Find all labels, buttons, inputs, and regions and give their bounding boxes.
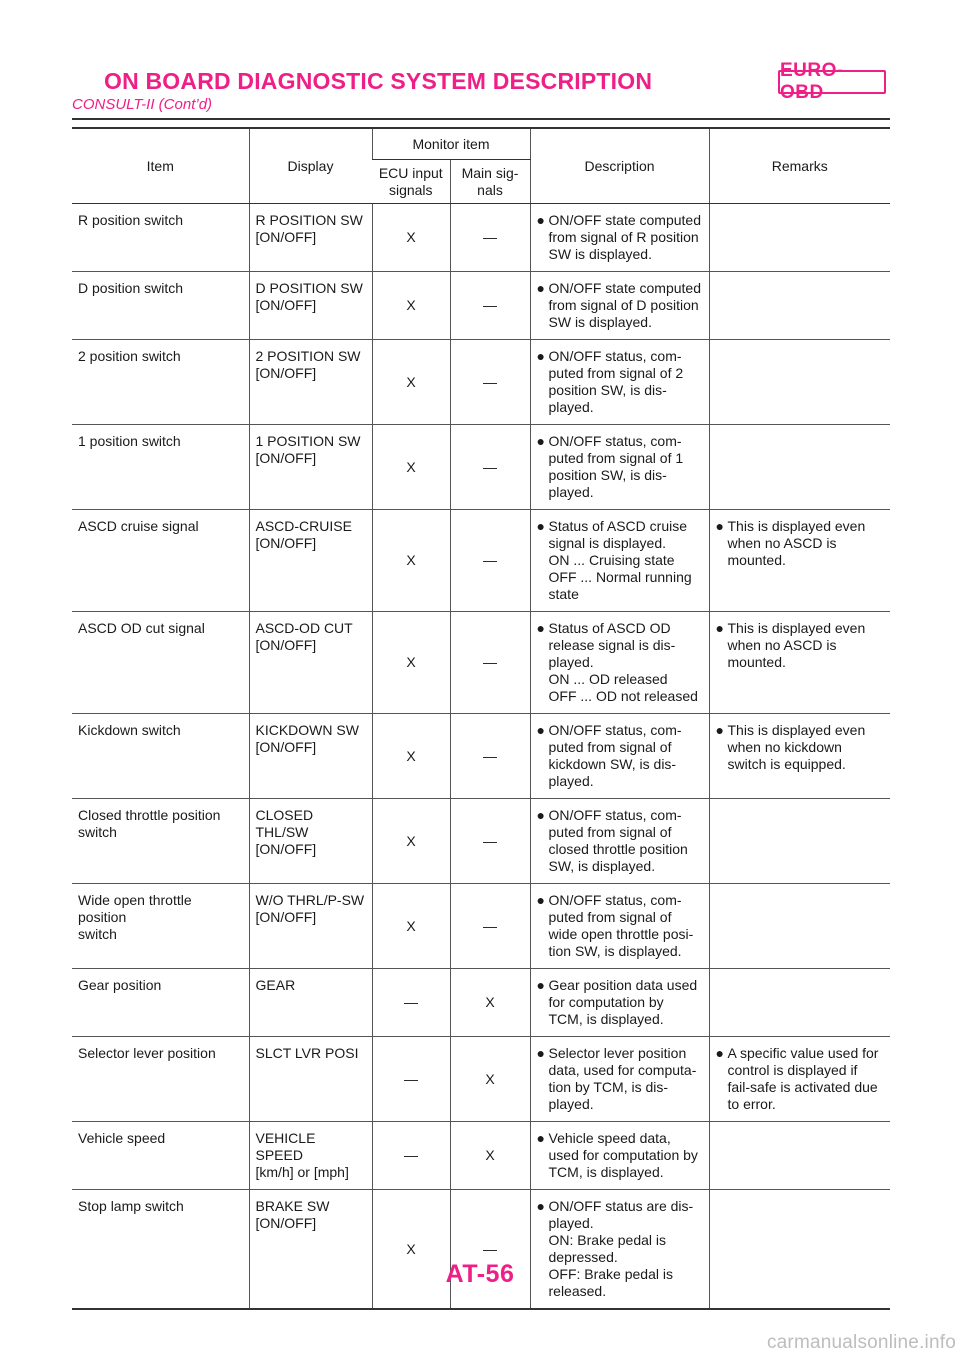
table-row <box>72 204 890 272</box>
description-cell-text: Gear position data used for computation by TCM, is displayed. <box>548 977 698 1027</box>
display-cell: ASCD-CRUISE [ON/OFF] <box>249 510 372 612</box>
col-header-ecu-input: ECU input signals <box>372 160 450 204</box>
item-cell: Vehicle speed <box>78 1130 166 1146</box>
display-cell: 1 POSITION SW [ON/OFF] <box>249 425 372 510</box>
header-divider <box>72 118 890 120</box>
description-cell-text: ON/OFF state computed from signal of R position SW is displayed. <box>548 212 701 262</box>
display-cell: SLCT LVR POSI <box>249 1037 372 1122</box>
description-cell <box>530 884 709 969</box>
main-signal-cell: — <box>450 204 530 272</box>
ecu-input-cell: X <box>372 340 450 425</box>
bullet-icon: ● <box>536 1045 545 1061</box>
watermark-text: carmanualsonline.info <box>766 1332 956 1353</box>
bullet-icon: ● <box>536 212 545 228</box>
description-cell-text: ON/OFF status, com- puted from signal of kickdown SW, is dis- played. <box>548 722 682 789</box>
col-header-description: Description <box>530 128 709 204</box>
bullet-icon: ● <box>536 892 545 908</box>
section-title: ON BOARD DIAGNOSTIC SYSTEM DESCRIPTION <box>104 68 653 94</box>
remarks-cell <box>709 425 890 510</box>
main-signal-cell: — <box>450 1190 530 1310</box>
bullet-item <box>716 620 886 671</box>
ecu-input-cell: X <box>372 714 450 799</box>
bullet-item <box>537 1130 704 1181</box>
remarks-cell-text: A specific value used for control is displayed if fail-safe is activated due to error. <box>727 1045 879 1112</box>
main-signal-cell: — <box>450 510 530 612</box>
main-signal-cell: — <box>450 340 530 425</box>
description-cell-text: Status of ASCD OD release signal is dis- played. ON ... OD released OFF ... OD not released <box>548 620 698 704</box>
description-cell <box>530 204 709 272</box>
col-header-main-signals: Main sig- nals <box>450 160 530 204</box>
ecu-input-cell: X <box>372 204 450 272</box>
description-cell-text: Selector lever position data, used for computa- tion by TCM, is dis- played. <box>548 1045 697 1112</box>
bullet-icon: ● <box>536 1130 545 1146</box>
display-cell: 2 POSITION SW [ON/OFF] <box>249 340 372 425</box>
bullet-item <box>537 722 704 790</box>
display-cell: W/O THRL/P-SW [ON/OFF] <box>249 884 372 969</box>
bullet-icon: ● <box>536 518 545 534</box>
bullet-item <box>716 722 886 773</box>
description-cell-text: ON/OFF status, com- puted from signal of 1 position SW, is dis- played. <box>548 433 684 500</box>
col-header-item: Item <box>72 128 249 204</box>
item-cell: D position switch <box>78 280 184 296</box>
remarks-cell-text: This is displayed even when no kickdown switch is equipped. <box>727 722 866 772</box>
item-cell: ASCD OD cut signal <box>78 620 205 636</box>
table-row <box>72 969 890 1037</box>
table-row <box>72 1037 890 1122</box>
remarks-cell-text: This is displayed even when no ASCD is mounted. <box>727 620 866 670</box>
remarks-cell <box>709 204 890 272</box>
bullet-item <box>537 518 704 603</box>
bullet-icon: ● <box>715 620 724 636</box>
remarks-cell <box>709 1037 890 1122</box>
bullet-icon: ● <box>536 807 545 823</box>
remarks-cell <box>709 714 890 799</box>
ecu-input-cell: X <box>372 799 450 884</box>
bullet-item <box>716 1045 886 1113</box>
description-cell <box>530 340 709 425</box>
description-cell <box>530 272 709 340</box>
description-cell <box>530 510 709 612</box>
table-row <box>72 612 890 714</box>
remarks-cell <box>709 1190 890 1310</box>
main-signal-cell: — <box>450 612 530 714</box>
description-cell-text: Status of ASCD cruise signal is displayed. ON ... Cruising state OFF ... Normal running state <box>548 518 692 602</box>
ecu-input-cell: — <box>372 1037 450 1122</box>
page-number: AT-56 <box>445 1260 515 1288</box>
ecu-input-cell: — <box>372 1122 450 1190</box>
col-header-display: Display <box>249 128 372 204</box>
description-cell <box>530 1037 709 1122</box>
item-cell: Selector lever position <box>78 1045 216 1061</box>
item-cell: Stop lamp switch <box>78 1198 184 1214</box>
display-cell: R POSITION SW [ON/OFF] <box>249 204 372 272</box>
bullet-item <box>537 1045 704 1113</box>
description-cell <box>530 799 709 884</box>
main-signal-cell: — <box>450 714 530 799</box>
table-row <box>72 340 890 425</box>
description-cell <box>530 1122 709 1190</box>
description-cell <box>530 425 709 510</box>
bullet-item <box>537 977 704 1028</box>
table-row <box>72 1122 890 1190</box>
ecu-input-cell: X <box>372 612 450 714</box>
remarks-cell <box>709 1122 890 1190</box>
description-cell-text: ON/OFF status are dis- played. ON: Brake pedal is depressed. OFF: Brake pedal is released. <box>548 1198 694 1299</box>
item-cell: R position switch <box>78 212 184 228</box>
display-cell: GEAR <box>249 969 372 1037</box>
main-signal-cell: X <box>450 1037 530 1122</box>
table-row <box>72 714 890 799</box>
table-row <box>72 272 890 340</box>
bullet-item <box>537 348 704 416</box>
bullet-icon: ● <box>536 977 545 993</box>
item-cell: 1 position switch <box>78 433 181 449</box>
bullet-item <box>537 212 704 263</box>
bullet-item <box>716 518 886 569</box>
display-cell: VEHICLE SPEED [km/h] or [mph] <box>249 1122 372 1190</box>
main-signal-cell: — <box>450 425 530 510</box>
bullet-icon: ● <box>536 280 545 296</box>
main-signal-cell: — <box>450 272 530 340</box>
bullet-item <box>537 807 704 875</box>
display-cell: KICKDOWN SW [ON/OFF] <box>249 714 372 799</box>
main-signal-cell: — <box>450 799 530 884</box>
item-cell: ASCD cruise signal <box>78 518 199 534</box>
display-cell: BRAKE SW [ON/OFF] <box>249 1190 372 1310</box>
description-cell-text: ON/OFF status, com- puted from signal of wide open throttle posi- tion SW, is displayed. <box>548 892 694 959</box>
col-header-monitor-item: Monitor item <box>372 128 530 160</box>
description-cell <box>530 969 709 1037</box>
bullet-icon: ● <box>715 1045 724 1061</box>
table-row <box>72 884 890 969</box>
item-cell: 2 position switch <box>78 348 181 364</box>
remarks-cell <box>709 799 890 884</box>
col-header-remarks: Remarks <box>709 128 890 204</box>
ecu-input-cell: X <box>372 1190 450 1310</box>
table-body <box>72 204 890 1310</box>
bullet-icon: ● <box>536 433 545 449</box>
section-badge: EURO-OBD <box>778 70 886 94</box>
item-cell: Kickdown switch <box>78 722 181 738</box>
remarks-cell <box>709 272 890 340</box>
table-header <box>72 128 890 204</box>
description-cell-text: ON/OFF status, com- puted from signal of 2 position SW, is dis- played. <box>548 348 684 415</box>
description-cell-text: ON/OFF state computed from signal of D position SW is displayed. <box>548 280 701 330</box>
bullet-item <box>537 433 704 501</box>
bullet-icon: ● <box>715 722 724 738</box>
display-cell: CLOSED THL/SW [ON/OFF] <box>249 799 372 884</box>
main-signal-cell: X <box>450 1122 530 1190</box>
description-cell-text: ON/OFF status, com- puted from signal of closed throttle position SW, is displayed. <box>548 807 688 874</box>
item-cell: Closed throttle position switch <box>78 807 221 840</box>
remarks-cell-text: This is displayed even when no ASCD is mounted. <box>727 518 866 568</box>
ecu-input-cell: X <box>372 272 450 340</box>
ecu-input-cell: — <box>372 969 450 1037</box>
remarks-cell <box>709 510 890 612</box>
description-cell-text: Vehicle speed data, used for computation by TCM, is displayed. <box>548 1130 698 1180</box>
section-subtitle: CONSULT-II (Cont’d) <box>72 96 213 113</box>
remarks-cell <box>709 969 890 1037</box>
ecu-input-cell: X <box>372 510 450 612</box>
table-row <box>72 425 890 510</box>
table-row <box>72 510 890 612</box>
remarks-cell <box>709 340 890 425</box>
table-row <box>72 1190 890 1310</box>
description-cell <box>530 1190 709 1310</box>
bullet-icon: ● <box>536 620 545 636</box>
ecu-input-cell: X <box>372 425 450 510</box>
monitor-item-table <box>72 127 890 1310</box>
description-cell <box>530 612 709 714</box>
bullet-icon: ● <box>536 1198 545 1214</box>
remarks-cell <box>709 612 890 714</box>
bullet-item <box>537 280 704 331</box>
item-cell: Wide open throttle position switch <box>78 892 192 942</box>
display-cell: D POSITION SW [ON/OFF] <box>249 272 372 340</box>
item-cell: Gear position <box>78 977 162 993</box>
table-row <box>72 799 890 884</box>
main-signal-cell: X <box>450 969 530 1037</box>
bullet-icon: ● <box>536 722 545 738</box>
bullet-item <box>537 892 704 960</box>
bullet-item <box>537 620 704 705</box>
bullet-icon: ● <box>715 518 724 534</box>
remarks-cell <box>709 884 890 969</box>
bullet-icon: ● <box>536 348 545 364</box>
description-cell <box>530 714 709 799</box>
main-signal-cell: — <box>450 884 530 969</box>
ecu-input-cell: X <box>372 884 450 969</box>
display-cell: ASCD-OD CUT [ON/OFF] <box>249 612 372 714</box>
